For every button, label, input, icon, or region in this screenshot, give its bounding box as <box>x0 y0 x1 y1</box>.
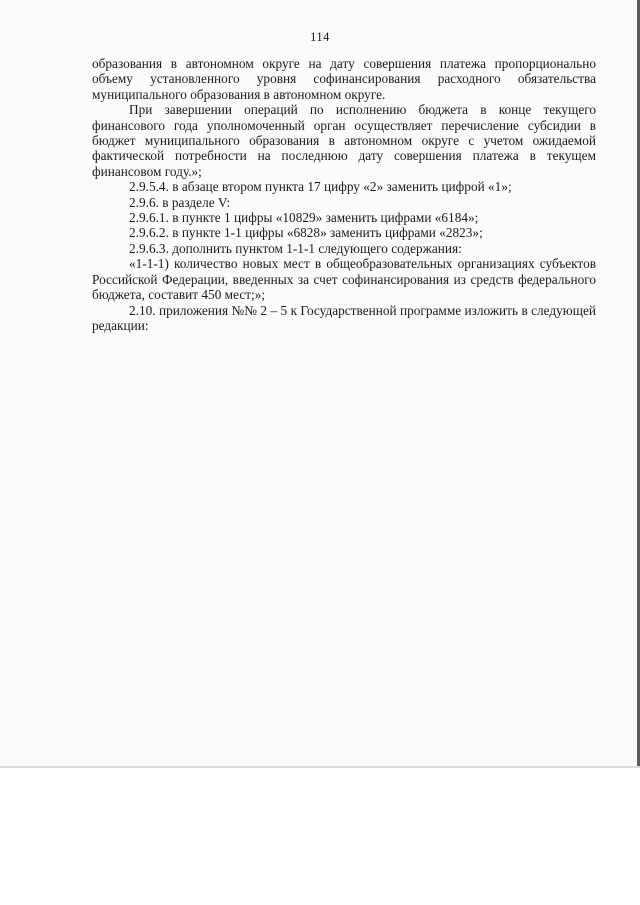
paragraph-1-1-1-quote: «1-1-1) количество новых мест в общеобразовательных организациях субъектов Российской Федерации, введенных за счет софинансирования из средств федерального бюджета, составит 450 мест;»; <box>92 256 596 303</box>
document-body <box>92 56 596 333</box>
paragraph-continuation: образования в автономном округе на дату совершения платежа пропорционально объему установленного уровня софинансирования расходного обязательства муниципального образования в автономном округе. <box>92 56 596 102</box>
paragraph-2-9-6-3: 2.9.6.3. дополнить пунктом 1-1-1 следующего содержания: <box>129 240 462 256</box>
scan-bottom-edge <box>0 766 640 768</box>
paragraph-2-9-6: 2.9.6. в разделе V: <box>129 194 231 210</box>
paragraph-2-9-6-2: 2.9.6.2. в пункте 1-1 цифры «6828» заменить цифрами «2823»; <box>129 225 483 241</box>
paragraph-2-9-5-4: 2.9.5.4. в абзаце втором пункта 17 цифру «2» заменить цифрой «1»; <box>129 179 512 195</box>
paragraph-2-9-6-1: 2.9.6.1. в пункте 1 цифры «10829» заменить цифрами «6184»; <box>129 210 479 226</box>
paragraph-2-10: 2.10. приложения №№ 2 – 5 к Государственной программе изложить в следующей редакции: <box>92 302 596 333</box>
page-number: 114 <box>310 30 330 44</box>
paragraph-year-end-transfer: При завершении операций по исполнению бюджета в конце текущего финансового года уполномоченный орган осуществляет перечисление субсидии в бюджет муниципального образования в автономном округе с учетом ожидаемой фактической потребности на последнюю дату совершения платежа в текущем финансовом году.»; <box>92 102 596 179</box>
